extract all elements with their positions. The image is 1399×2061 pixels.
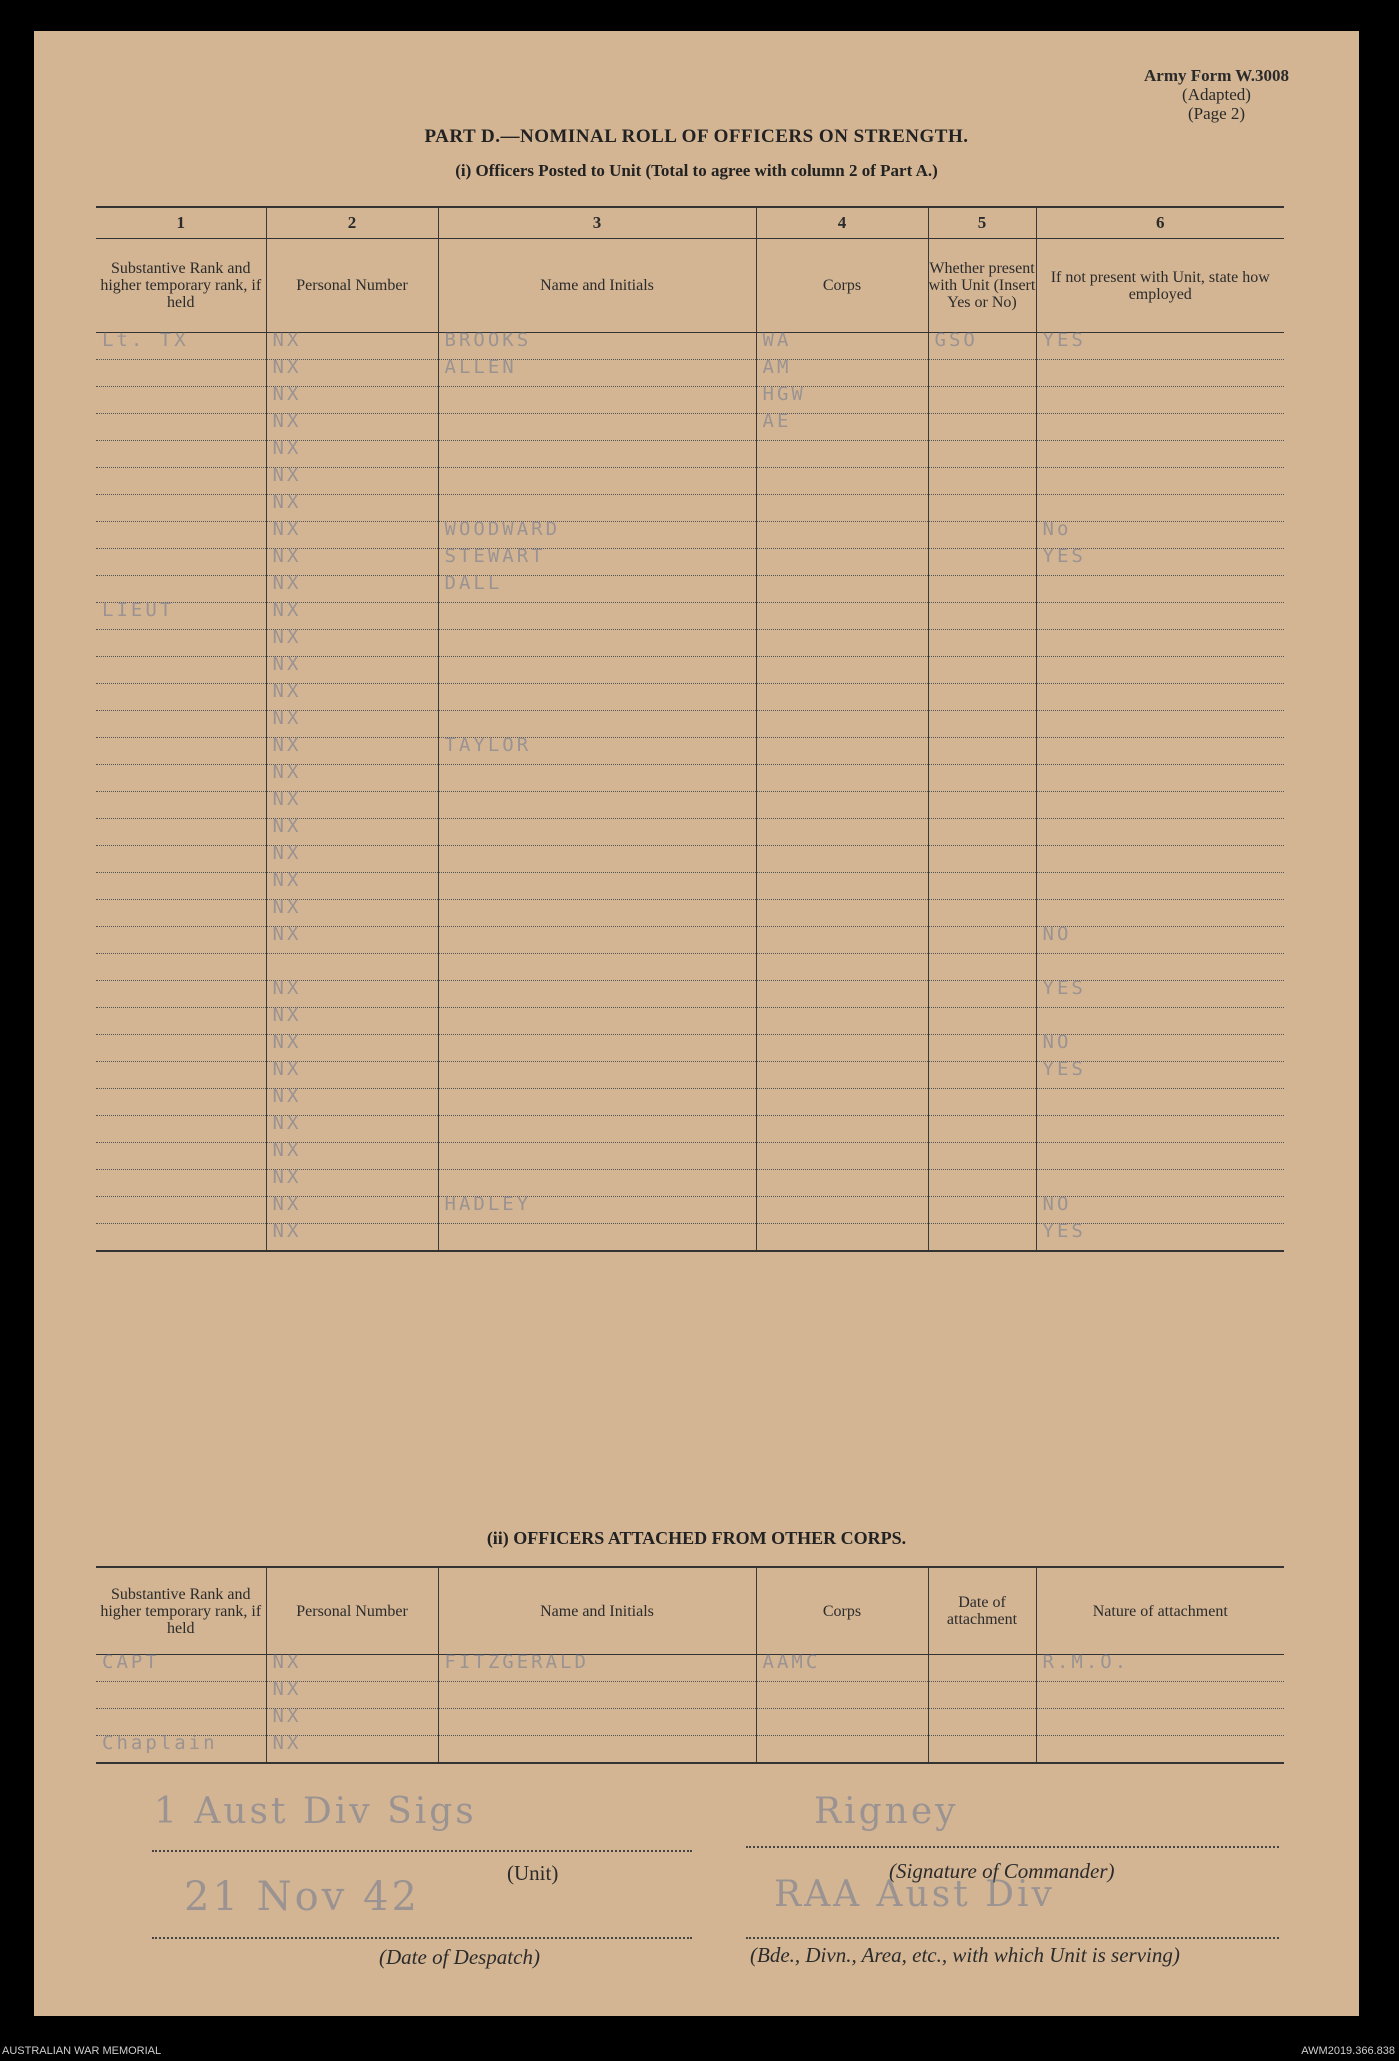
table-cell <box>1036 1008 1284 1035</box>
table-cell <box>438 468 756 495</box>
table-cell <box>438 873 756 900</box>
handwritten-entry: R.M.O. <box>1042 1651 1130 1673</box>
table-cell <box>1036 1736 1284 1764</box>
handwritten-entry: YES <box>1042 329 1086 351</box>
table-cell <box>438 954 756 981</box>
table-cell <box>96 684 266 711</box>
unit-line <box>152 1850 692 1852</box>
table-cell <box>438 1089 756 1116</box>
header-corps: Corps <box>756 239 928 333</box>
header-name: Name and Initials <box>438 1567 756 1655</box>
table-cell <box>1036 923 1284 954</box>
handwritten-entry: AE <box>762 410 792 432</box>
table-cell <box>96 657 266 684</box>
officers-attached-table <box>96 1566 1284 1764</box>
table-cell <box>756 792 928 819</box>
form-adapted: (Adapted) <box>1182 85 1251 104</box>
table-cell <box>96 387 266 414</box>
table-cell <box>756 873 928 900</box>
handwritten-entry: NX <box>272 1732 302 1754</box>
table-cell <box>96 599 266 630</box>
table-cell <box>756 410 928 441</box>
table-cell <box>438 684 756 711</box>
table-cell <box>1036 977 1284 1008</box>
handwritten-entry: NX <box>272 1058 302 1080</box>
table-cell <box>928 954 1036 981</box>
table-cell <box>1036 819 1284 846</box>
officers-posted-table <box>96 206 1284 1252</box>
table-row <box>96 1224 1284 1252</box>
table-cell <box>266 923 438 954</box>
table-cell <box>756 1116 928 1143</box>
table-cell <box>756 846 928 873</box>
table-cell <box>96 414 266 441</box>
table-cell <box>96 522 266 549</box>
table-cell <box>928 819 1036 846</box>
table-cell <box>438 657 756 684</box>
form-page-number: (Page 2) <box>1187 104 1246 123</box>
handwritten-entry: NX <box>272 437 302 459</box>
handwritten-entry: NX <box>272 1678 302 1700</box>
table-cell <box>756 711 928 738</box>
table-cell <box>928 1655 1036 1682</box>
table-cell <box>438 1224 756 1252</box>
table-cell <box>266 1220 438 1252</box>
table-cell <box>438 734 756 765</box>
table-row <box>96 1736 1284 1764</box>
column-header-row <box>96 1567 1284 1655</box>
table-cell <box>1036 630 1284 657</box>
table-cell <box>756 441 928 468</box>
table-cell <box>438 572 756 603</box>
table-cell <box>1036 1220 1284 1252</box>
table-cell <box>928 495 1036 522</box>
table-cell <box>928 900 1036 927</box>
handwritten-entry: HADLEY <box>444 1193 532 1215</box>
table-cell <box>756 1682 928 1709</box>
handwritten-formation: RAA Aust Div <box>774 1874 1055 1915</box>
table-cell <box>756 954 928 981</box>
handwritten-entry: NO <box>1042 1193 1072 1215</box>
table-cell <box>1036 1651 1284 1682</box>
table-cell <box>928 576 1036 603</box>
handwritten-entry: NX <box>272 896 302 918</box>
table-cell <box>96 549 266 576</box>
table-cell <box>928 846 1036 873</box>
table-cell <box>928 1008 1036 1035</box>
handwritten-entry: HGW <box>762 383 806 405</box>
table-cell <box>438 1736 756 1764</box>
table-cell <box>928 1709 1036 1736</box>
table-cell <box>438 630 756 657</box>
handwritten-entry: NX <box>272 383 302 405</box>
handwritten-entry: DALL <box>444 572 503 594</box>
table-cell <box>928 1170 1036 1197</box>
archive-credit: AUSTRALIAN WAR MEMORIAL <box>2 2045 162 2057</box>
handwritten-entry: NX <box>272 842 302 864</box>
date-line <box>152 1937 692 1939</box>
header-employed: If not present with Unit, state how employed <box>1036 239 1284 333</box>
table-cell <box>928 927 1036 954</box>
table-cell <box>756 819 928 846</box>
table-cell <box>96 441 266 468</box>
handwritten-entry: NX <box>272 761 302 783</box>
table-cell <box>438 846 756 873</box>
column-number-row <box>96 207 1284 239</box>
table-cell <box>1036 545 1284 576</box>
column-number: 2 <box>266 207 438 239</box>
handwritten-entry: NX <box>272 734 302 756</box>
table-cell <box>756 981 928 1008</box>
commander-signature-label: (Signature of Commander) <box>889 1859 1115 1883</box>
table-cell <box>96 819 266 846</box>
table-cell <box>756 927 928 954</box>
handwritten-entry: NX <box>272 653 302 675</box>
table-cell <box>756 549 928 576</box>
table-cell <box>928 1143 1036 1170</box>
table-cell <box>928 1035 1036 1062</box>
table-cell <box>928 1116 1036 1143</box>
table-cell <box>928 1197 1036 1224</box>
handwritten-entry: NX <box>272 1112 302 1134</box>
table-cell <box>96 792 266 819</box>
handwritten-entry: NX <box>272 1139 302 1161</box>
date-of-despatch-label: (Date of Despatch) <box>379 1945 540 1969</box>
handwritten-entry: Chaplain <box>102 1732 218 1754</box>
table-cell <box>928 1062 1036 1089</box>
table-cell <box>438 441 756 468</box>
table-cell <box>438 765 756 792</box>
handwritten-entry: NX <box>272 464 302 486</box>
handwritten-entry: NX <box>272 788 302 810</box>
handwritten-date: 21 Nov 42 <box>184 1874 420 1920</box>
table-cell <box>928 468 1036 495</box>
handwritten-entry: YES <box>1042 545 1086 567</box>
table-cell <box>96 468 266 495</box>
table-row <box>96 927 1284 954</box>
table-cell <box>756 468 928 495</box>
column-number: 6 <box>1036 207 1284 239</box>
table-cell <box>96 1143 266 1170</box>
table-cell <box>266 1732 438 1764</box>
table-cell <box>928 360 1036 387</box>
header-nature-attachment: Nature of attachment <box>1036 1567 1284 1655</box>
table-cell <box>96 1116 266 1143</box>
unit-label: (Unit) <box>507 1861 559 1885</box>
table-cell <box>438 1709 756 1736</box>
table-cell <box>928 549 1036 576</box>
handwritten-entry: NX <box>272 869 302 891</box>
table-cell <box>96 1732 266 1764</box>
table-cell <box>756 522 928 549</box>
table-cell <box>96 711 266 738</box>
table-cell <box>928 684 1036 711</box>
table-cell <box>756 1224 928 1252</box>
section-1-title: (i) Officers Posted to Unit (Total to agree with column 2 of Part A.) <box>455 161 938 180</box>
handwritten-entry: NX <box>272 545 302 567</box>
table-cell <box>438 927 756 954</box>
table-cell <box>928 329 1036 360</box>
table-cell <box>756 765 928 792</box>
header-name: Name and Initials <box>438 239 756 333</box>
table-cell <box>438 356 756 387</box>
table-cell <box>1036 414 1284 441</box>
table-cell <box>928 1736 1036 1764</box>
table-cell <box>1036 873 1284 900</box>
handwritten-entry: LIEUT <box>102 599 175 621</box>
officers-attached-rows <box>96 1651 1284 1764</box>
table-cell <box>438 819 756 846</box>
table-cell <box>928 873 1036 900</box>
handwritten-entry: NX <box>272 680 302 702</box>
header-present: Whether present with Unit (Insert Yes or No) <box>928 239 1036 333</box>
table-cell <box>756 495 928 522</box>
table-cell <box>928 1682 1036 1709</box>
table-cell <box>1036 1170 1284 1197</box>
table-cell <box>1036 1682 1284 1709</box>
table-cell <box>1036 468 1284 495</box>
header-date-attachment: Date of attachment <box>928 1567 1036 1655</box>
table-cell <box>928 1224 1036 1252</box>
table-cell <box>438 1116 756 1143</box>
handwritten-entry: NX <box>272 626 302 648</box>
table-cell <box>96 981 266 1008</box>
handwritten-entry: NX <box>272 977 302 999</box>
table-cell <box>928 738 1036 765</box>
table-cell <box>96 846 266 873</box>
table-cell <box>96 1035 266 1062</box>
header-rank: Substantive Rank and higher temporary rank, if held <box>96 239 266 333</box>
table-cell <box>1036 387 1284 414</box>
header-personal-number: Personal Number <box>266 1567 438 1655</box>
column-number: 1 <box>96 207 266 239</box>
handwritten-entry: NX <box>272 1220 302 1242</box>
table-cell <box>756 576 928 603</box>
section-2-title: (ii) OFFICERS ATTACHED FROM OTHER CORPS. <box>486 1528 907 1548</box>
table-cell <box>96 738 266 765</box>
table-cell <box>928 792 1036 819</box>
table-cell <box>438 1143 756 1170</box>
handwritten-entry: NX <box>272 599 302 621</box>
table-cell <box>1036 738 1284 765</box>
table-cell <box>1036 792 1284 819</box>
table-cell <box>96 900 266 927</box>
formation-label: (Bde., Divn., Area, etc., with which Unit is serving) <box>750 1943 1180 1967</box>
table-cell <box>96 765 266 792</box>
handwritten-entry: FITZGERALD <box>444 1651 589 1673</box>
handwritten-entry: BROOKS <box>444 329 532 351</box>
handwritten-entry: GSO <box>934 329 978 351</box>
table-cell <box>438 900 756 927</box>
handwritten-entry: TAYLOR <box>444 734 532 756</box>
table-cell <box>1036 711 1284 738</box>
handwritten-entry: NX <box>272 1651 302 1673</box>
table-cell <box>96 1224 266 1252</box>
handwritten-entry: NO <box>1042 1031 1072 1053</box>
handwritten-entry: NX <box>272 356 302 378</box>
table-cell <box>96 954 266 981</box>
header-corps: Corps <box>756 1567 928 1655</box>
table-cell <box>1036 684 1284 711</box>
table-cell <box>756 738 928 765</box>
handwritten-entry: CAPT <box>102 1651 160 1673</box>
table-cell <box>96 927 266 954</box>
handwritten-entry: YES <box>1042 1220 1086 1242</box>
table-cell <box>756 1170 928 1197</box>
table-cell <box>756 1736 928 1764</box>
table-cell <box>96 495 266 522</box>
table-cell <box>1036 1116 1284 1143</box>
table-cell <box>756 1008 928 1035</box>
handwritten-entry: YES <box>1042 977 1086 999</box>
table-cell <box>438 603 756 630</box>
table-cell <box>756 684 928 711</box>
table-cell <box>96 1197 266 1224</box>
table-cell <box>1036 1089 1284 1116</box>
handwritten-entry: NX <box>272 572 302 594</box>
signature-line <box>746 1846 1279 1848</box>
table-cell <box>928 981 1036 1008</box>
handwritten-entry: YES <box>1042 1058 1086 1080</box>
table-cell <box>1036 765 1284 792</box>
formation-line <box>746 1937 1279 1939</box>
handwritten-entry: NX <box>272 491 302 513</box>
table-cell <box>438 1035 756 1062</box>
archive-reference: AWM2019.366.838 <box>1301 2045 1395 2057</box>
table-cell <box>756 1651 928 1682</box>
table-cell <box>438 387 756 414</box>
handwritten-entry: No <box>1042 518 1072 540</box>
table-cell <box>1036 1143 1284 1170</box>
table-cell <box>96 1170 266 1197</box>
table-cell <box>756 900 928 927</box>
form-page <box>34 31 1359 2016</box>
table-cell <box>438 792 756 819</box>
handwritten-entry: NX <box>272 1085 302 1107</box>
table-cell <box>756 630 928 657</box>
table-cell <box>96 1651 266 1682</box>
table-cell <box>928 441 1036 468</box>
handwritten-entry: WA <box>762 329 792 351</box>
table-cell <box>928 765 1036 792</box>
table-cell <box>928 657 1036 684</box>
table-cell <box>96 1089 266 1116</box>
table-cell <box>1036 576 1284 603</box>
table-cell <box>1036 441 1284 468</box>
table-cell <box>1036 360 1284 387</box>
table-cell <box>1036 603 1284 630</box>
table-cell <box>438 1682 756 1709</box>
table-cell <box>928 522 1036 549</box>
table-cell <box>756 603 928 630</box>
handwritten-entry: ALLEN <box>444 356 517 378</box>
table-cell <box>928 603 1036 630</box>
table-cell <box>928 1089 1036 1116</box>
header-rank: Substantive Rank and higher temporary rank, if held <box>96 1567 266 1655</box>
table-cell <box>96 873 266 900</box>
column-number: 5 <box>928 207 1036 239</box>
table-cell <box>96 329 266 360</box>
handwritten-signature: Rigney <box>814 1791 959 1832</box>
handwritten-entry: NX <box>272 707 302 729</box>
handwritten-entry: Lt. TX <box>102 329 189 351</box>
table-cell <box>96 1008 266 1035</box>
handwritten-entry: NX <box>272 410 302 432</box>
table-cell <box>1036 657 1284 684</box>
handwritten-entry: WOODWARD <box>444 518 561 540</box>
handwritten-entry: NX <box>272 1705 302 1727</box>
table-cell <box>96 360 266 387</box>
officers-posted-rows <box>96 329 1284 1252</box>
handwritten-entry: NX <box>272 1193 302 1215</box>
form-reference <box>1144 66 1289 123</box>
handwritten-entry: NX <box>272 1004 302 1026</box>
table-cell <box>756 1062 928 1089</box>
handwritten-entry: NX <box>272 923 302 945</box>
table-cell <box>756 1035 928 1062</box>
table-cell <box>1036 1058 1284 1089</box>
handwritten-entry: NX <box>272 1166 302 1188</box>
column-number: 4 <box>756 207 928 239</box>
table-cell <box>1036 846 1284 873</box>
table-cell <box>928 711 1036 738</box>
table-cell <box>438 1193 756 1224</box>
table-cell <box>96 1062 266 1089</box>
table-cell <box>96 1682 266 1709</box>
handwritten-entry: NX <box>272 329 302 351</box>
table-cell <box>1036 1709 1284 1736</box>
table-cell <box>438 414 756 441</box>
handwritten-entry: NX <box>272 1031 302 1053</box>
column-header-row <box>96 239 1284 333</box>
table-cell <box>756 1197 928 1224</box>
page-title: PART D.—NOMINAL ROLL OF OFFICERS ON STRENGTH. <box>424 126 969 147</box>
handwritten-entry: NX <box>272 815 302 837</box>
handwritten-entry: NO <box>1042 923 1072 945</box>
table-cell <box>928 630 1036 657</box>
table-cell <box>928 387 1036 414</box>
table-cell <box>438 1062 756 1089</box>
table-cell <box>928 414 1036 441</box>
table-cell <box>756 1143 928 1170</box>
table-cell <box>1036 900 1284 927</box>
table-cell <box>756 1709 928 1736</box>
header-personal-number: Personal Number <box>266 239 438 333</box>
handwritten-unit: 1 Aust Div Sigs <box>154 1791 477 1832</box>
table-cell <box>756 1089 928 1116</box>
handwritten-entry: AAMC <box>762 1651 821 1673</box>
table-cell <box>438 1008 756 1035</box>
table-cell <box>96 630 266 657</box>
table-cell <box>756 657 928 684</box>
table-cell <box>438 1651 756 1682</box>
handwritten-entry: NX <box>272 518 302 540</box>
table-cell <box>1036 329 1284 360</box>
column-number: 3 <box>438 207 756 239</box>
handwritten-entry: AM <box>762 356 792 378</box>
handwritten-entry: STEWART <box>444 545 546 567</box>
table-cell <box>1036 495 1284 522</box>
form-number: Army Form W.3008 <box>1144 66 1289 85</box>
table-cell <box>438 981 756 1008</box>
